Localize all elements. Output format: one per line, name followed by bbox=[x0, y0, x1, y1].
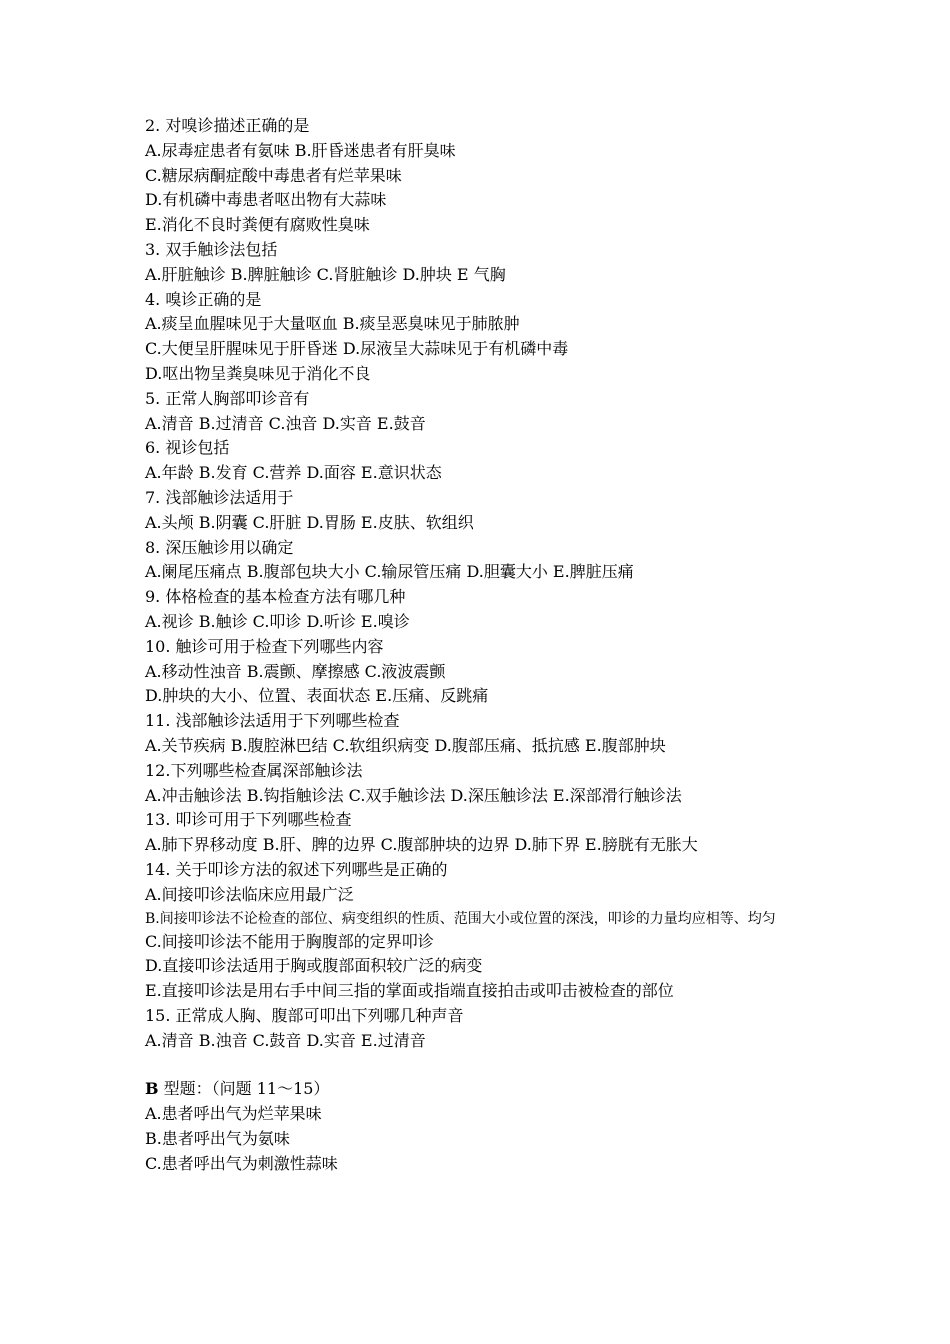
question-13-options: A.肺下界移动度 B.肝、脾的边界 C.腹部肿块的边界 D.肺下界 E.膀胱有无胀大 bbox=[145, 835, 698, 855]
question-4-option-line: C.大便呈肝腥味见于肝昏迷 D.尿液呈大蒜味见于有机磷中毒 bbox=[145, 339, 569, 359]
question-4-title: 4. 嗅诊正确的是 bbox=[145, 289, 262, 309]
question-8-options: A.阑尾压痛点 B.腹部包块大小 C.输尿管压痛 D.胆囊大小 E.脾脏压痛 bbox=[145, 562, 634, 582]
question-14-option-line: D.直接叩诊法适用于胸或腹部面积较广泛的病变 bbox=[145, 956, 483, 976]
question-3-options: A.肝脏触诊 B.脾脏触诊 C.肾脏触诊 D.肿块 E 气胸 bbox=[145, 264, 506, 284]
question-10-option-line: A.移动性浊音 B.震颤、摩擦感 C.液波震颤 bbox=[145, 661, 446, 681]
section-b-label: B bbox=[145, 1079, 159, 1099]
section-b-option: B.患者呼出气为氨味 bbox=[145, 1129, 290, 1149]
question-14-option-line: A.间接叩诊法临床应用最广泛 bbox=[145, 884, 354, 904]
question-13-title: 13. 叩诊可用于下列哪些检查 bbox=[145, 810, 352, 830]
question-2-option-line: C.糖尿病酮症酸中毒患者有烂苹果味 bbox=[145, 165, 402, 185]
section-b-heading-text: 型题：（问题 11～15） bbox=[158, 1079, 330, 1099]
question-2-option-line: A.尿毒症患者有氨味 B.肝昏迷患者有肝臭味 bbox=[145, 140, 456, 160]
question-2-option-line: E.消化不良时粪便有腐败性臭味 bbox=[145, 215, 370, 235]
question-3-title: 3. 双手触诊法包括 bbox=[145, 239, 278, 259]
question-12-options: A.冲击触诊法 B.钩指触诊法 C.双手触诊法 D.深压触诊法 E.深部滑行触诊法 bbox=[145, 785, 682, 805]
question-4-option-line: A.痰呈血腥味见于大量呕血 B.痰呈恶臭味见于肺脓肿 bbox=[145, 314, 520, 334]
question-6-options: A.年龄 B.发育 C.营养 D.面容 E.意识状态 bbox=[145, 463, 442, 483]
question-14-option-line: C.间接叩诊法不能用于胸腹部的定界叩诊 bbox=[145, 931, 434, 951]
section-b-option: A.患者呼出气为烂苹果味 bbox=[145, 1104, 322, 1124]
question-6-title: 6. 视诊包括 bbox=[145, 438, 230, 458]
question-4-option-line: D.呕出物呈粪臭味见于消化不良 bbox=[145, 363, 371, 383]
question-10-option-line: D.肿块的大小、位置、表面状态 E.压痛、反跳痛 bbox=[145, 686, 489, 706]
question-15-title: 15. 正常成人胸、腹部可叩出下列哪几种声音 bbox=[145, 1005, 464, 1025]
section-gap bbox=[145, 1053, 825, 1077]
section-b-option: C.患者呼出气为刺激性蒜味 bbox=[145, 1153, 338, 1173]
question-11-title: 11. 浅部触诊法适用于下列哪些检查 bbox=[145, 711, 400, 731]
question-5-title: 5. 正常人胸部叩诊音有 bbox=[145, 388, 310, 408]
question-12-title: 12.下列哪些检查属深部触诊法 bbox=[145, 760, 363, 780]
question-11-options: A.关节疾病 B.腹腔淋巴结 C.软组织病变 D.腹部压痛、抵抗感 E.腹部肿块 bbox=[145, 735, 666, 755]
question-2-title: 2. 对嗅诊描述正确的是 bbox=[145, 116, 310, 135]
question-15-options: A.清音 B.浊音 C.鼓音 D.实音 E.过清音 bbox=[145, 1030, 426, 1050]
question-14-title: 14. 关于叩诊方法的叙述下列哪些是正确的 bbox=[145, 859, 448, 879]
question-8-title: 8. 深压触诊用以确定 bbox=[145, 537, 294, 557]
question-14-option-long: B.间接叩诊法不论检查的部位、病变组织的性质、范围大小或位置的深浅，叩诊的力量均应相等、均匀 bbox=[145, 910, 776, 927]
question-9-title: 9. 体格检查的基本检查方法有哪几种 bbox=[145, 587, 406, 607]
question-5-options: A.清音 B.过清音 C.浊音 D.实音 E.鼓音 bbox=[145, 413, 426, 433]
question-2-option-line: D.有机磷中毒患者呕出物有大蒜味 bbox=[145, 190, 387, 210]
question-7-options: A.头颅 B.阴囊 C.肝脏 D.胃肠 E.皮肤、软组织 bbox=[145, 512, 474, 532]
question-7-title: 7. 浅部触诊法适用于 bbox=[145, 487, 294, 507]
question-10-title: 10. 触诊可用于检查下列哪些内容 bbox=[145, 636, 384, 656]
question-14-option-line: E.直接叩诊法是用右手中间三指的掌面或指端直接拍击或叩击被检查的部位 bbox=[145, 981, 674, 1001]
section-b-heading bbox=[145, 1077, 825, 1102]
question-9-options: A.视诊 B.触诊 C.叩诊 D.听诊 E.嗅诊 bbox=[145, 611, 410, 631]
document-body bbox=[145, 114, 825, 1177]
